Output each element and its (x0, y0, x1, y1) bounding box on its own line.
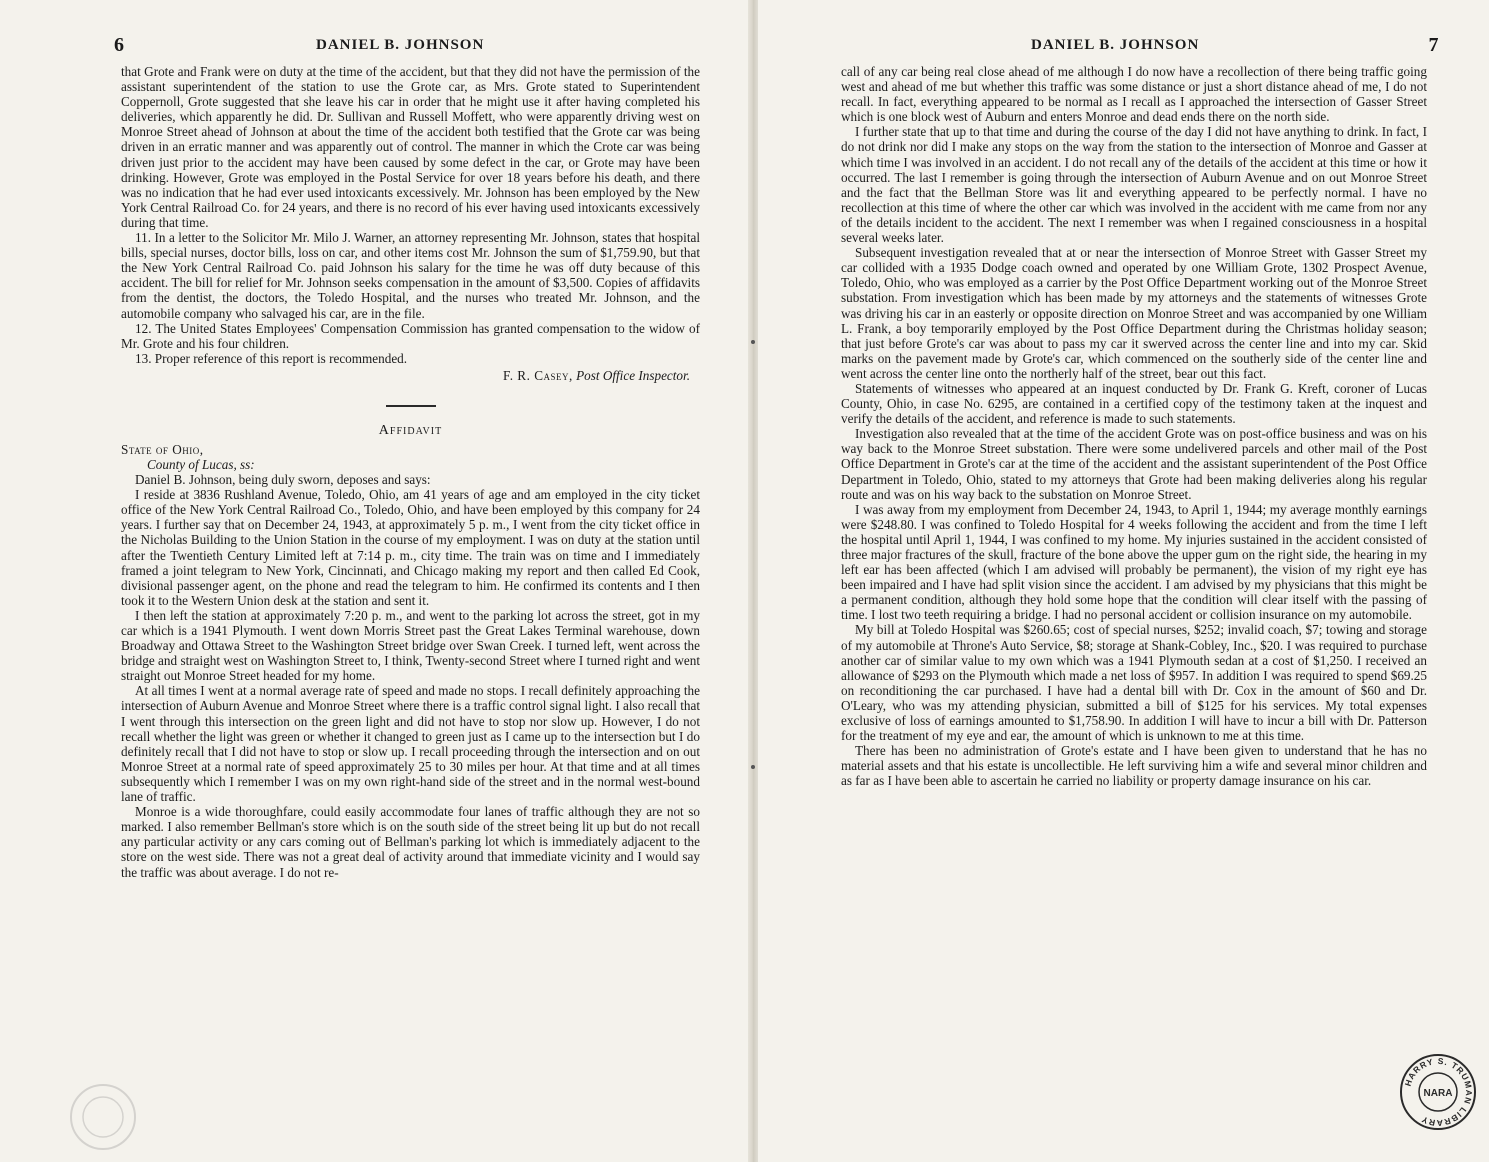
paragraph: Monroe is a wide thoroughfare, could easily accommodate four lanes of traffic although they are not so marked. I also remember Bellman's store which is on the south side of the street being lit up but do not recall any particular activity or any cars coming out of Bellman's parking lot which is immediately adjacent to the store on the west side. There was not a great deal of activity around that immediate vicinity and I would say the traffic was about average. I do not re- (121, 804, 700, 880)
venue-county: County of Lucas, ss: (147, 457, 255, 473)
paragraph: I reside at 3836 Rushland Avenue, Toledo, Ohio, am 41 years of age and am employed in the city ticket office of the New York Central Railroad Co., Toledo, Ohio, and have been employed by this company for 24 years. I further say that on December 24, 1943, at approximately 5 p. m., I went from the city ticket office in the Nicholas Building to the Union Station in the course of my employment. I was on duty at the station until after the Twentieth Century Limited left at 7:14 p. m., city time. The train was on time and I immediately framed a joint telegram to New York, Cincinnati, and Chicago making my report and then called Ed Cook, divisional passenger agent, on the phone and read the telegram to him. He confirmed its contents and I then took it to the Western Union desk at the station and sent it. (121, 487, 700, 608)
paragraph: call of any car being real close ahead of me although I do now have a recollection of there being traffic going west and ahead of me but whether this traffic was some distance or just a short distance ahead of me, I do not recall. In fact, everything appeared to be normal as I recall as I approached the intersection of Gasser Street which is one block west of Auburn and enters Monroe and dead ends there on the north side. (841, 64, 1427, 125)
signature-title: Post Office Inspector. (576, 367, 690, 383)
left-page-header (114, 34, 700, 64)
page-number: 6 (114, 34, 125, 56)
paragraph: Subsequent investigation revealed that at or near the intersection of Monroe Street with Gasser Street my car collided with a 1935 Dodge coach owned and operated by one William Grote, 1302 Prospect Avenue, Toledo, Ohio, who was employed as a carrier by the Post Office Department working out of the Monroe Street substation. From investigation which has been made by my attorneys and the statements of witnesses Grote was driving his car in an easterly or opposite direction on Monroe Street and was accompanied by one William L. Frank, a boy temporarily employed by the Post Office Department during the Christmas holiday season; that just before Grote's car was about to pass my car it swerved across the center line and into my car. Skid marks on the pavement made by Grote's car, which commenced on the southerly side of the center line and went across the center line onto the northerly half of the street, bear out this fact. (841, 245, 1427, 381)
paragraph: 12. The United States Employees' Compensation Commission has granted compensation to the widow of Mr. Grote and his four children. (121, 320, 700, 351)
right-page-header (841, 34, 1439, 64)
affidavit-venue (121, 442, 700, 472)
right-page (756, 0, 1489, 1162)
paragraph: I further state that up to that time and during the course of the day I did not have anything to drink. In fact, I do not drink nor did I make any stops on the way from the station to the intersection of Monroe and Gasser at which time I was involved in an accident. I do not recall any of the details of the accident at this time or how it occurred. The last I remember is going through the intersection of Auburn Avenue and on out Monroe Street and the fact that the Bellman Store was lit and everything appeared to be perfectly normal. I have no recollection at this time of where the other car which was involved in the accident with me came from nor any of the details incident to the accident. The next I remember was when I regained consciousness in a hospital several weeks later. (841, 124, 1427, 246)
paragraph: My bill at Toledo Hospital was $260.65; cost of special nurses, $252; invalid coach, $7; towing and storage of my automobile at Throne's Auto Service, $8; storage at Shank-Cobley, Inc., $20. I was required to purchase another car of similar value to my own which was a 1941 Plymouth sedan at a cost of $1,250. I received an allowance of $293 on the Plymouth which made a net loss of $957. In addition I was required to spend $69.25 on reconditioning the car purchased. I have had a dental bill with Dr. Cox in the amount of $60 and Dr. O'Leary, who was my attending physician, submitted a bill of $125 for his services. My total expenses exclusive of loss of earnings amounted to $1,758.90. In addition I will have to incur a bill with Dr. Patterson for the treatment of my eye and ear, the amount of which is unknown to me at this time. (841, 622, 1427, 744)
inspector-signature (121, 368, 690, 383)
staple-mark (751, 765, 755, 769)
paragraph: Statements of witnesses who appeared at an inquest conducted by Dr. Frank G. Kreft, coroner of Lucas County, Ohio, in case No. 6295, are contained in a certified copy of the testimony taken at the inquest and verify the details of the accident, and reference is made to such statements. (841, 380, 1427, 427)
paragraph: I then left the station at approximately 7:20 p. m., and went to the parking lot across the street, got in my car which is a 1941 Plymouth. I went down Morris Street past the Great Lakes Terminal warehouse, down Broadway and Ottawa Street to the Washington Street bridge over Swan Creek. I turned left, went across the bridge and straight west on Washington Street to, I think, Twenty-second Street where I turned right and went straight out Monroe Street headed for my home. (121, 607, 700, 684)
signature-name: F. R. Casey, (502, 367, 573, 383)
paragraph: Daniel B. Johnson, being duly sworn, deposes and says: (135, 472, 431, 488)
stamp-ring-text: HARRY S. TRUMAN LIBRARY (1402, 1055, 1475, 1129)
paragraph: Investigation also revealed that at the time of the accident Grote was on post-office business and was on his way back to the Monroe Street substation. There were some undelivered parcels and other mail of the Post Office Department in Grote's car at the time of the accident and the assistant superintendent of the Post Office Department in Toledo, Ohio, stated to my attorneys that Grote had been making deliveries along his regular route and was on his way back to the substation on Monroe Street. (841, 426, 1427, 502)
venue-state: State of Ohio, (121, 442, 204, 458)
section-divider (386, 405, 436, 407)
paragraph: I was away from my employment from December 24, 1943, to April 1, 1944; my average monthly earnings were $248.80. I was confined to Toledo Hospital for 4 weeks following the accident and from the time I left the hospital until April 1, 1944, I was confined to my home. My injuries sustained in the accident consisted of three major fractures of the skull, fracture of the bone above the upper gum on the right side, the hearing in my left ear has been affected (which I am advised will probably be permanent), the vision of my right eye has been impaired and I have had split vision since the accident. I am advised by my physicians that this might be a permanent condition, although they hold some hope that the condition will clear itself with the passing of time. I lost two teeth requiring a bridge. I had no personal accident or collision insurance on my automobile. (841, 501, 1427, 623)
paragraph: 13. Proper reference of this report is recommended. (135, 350, 408, 366)
paragraph: 11. In a letter to the Solicitor Mr. Milo J. Warner, an attorney representing Mr. Johnson, states that hospital bills, special nurses, doctor bills, loss on car, and other items cost Mr. Johnson the sum of $1,759.90, but that the New York Central Railroad Co. paid Johnson his salary for the time he was off duty because of this accident. The bill for relief for Mr. Johnson seeks compensation in the amount of $3,500. Copies of affidavits from the dentist, the doctors, the Toledo Hospital, and the nurses who treated Mr. Johnson, and the automobile company who salvaged his car, are in the file. (121, 230, 700, 321)
running-head: DANIEL B. JOHNSON (316, 37, 485, 53)
right-page-body (841, 64, 1427, 789)
page-number: 7 (1428, 34, 1439, 56)
staple-mark (751, 340, 755, 344)
stamp-center-text: NARA (1423, 1088, 1453, 1099)
paragraph: There has been no administration of Grote's estate and I have been given to understand that he has no material assets and that his estate is uncollectible. He left surviving him a wife and several minor children and as far as I have been able to ascertain he carried no liability or property damage insurance on his car. (841, 743, 1427, 789)
paragraph: At all times I went at a normal average rate of speed and made no stops. I recall definitely approaching the intersection of Auburn Avenue and Monroe Street where there is a traffic control signal light. I also recall that I went through this intersection on the green light and did not have to stop nor slow up. However, I do not recall whether the light was green or whether it changed to green just as I came up to the intersection but I do definitely recall that I did not have to stop or slow up. I recall proceeding through the intersection and on out Monroe Street at a normal rate of speed approximately 25 to 30 miles per hour. At that time and at all times subsequently which I remember I was on my own right-hand side of the street and in the normal west-bound lane of traffic. (121, 683, 700, 805)
truman-library-stamp-icon (1398, 1052, 1478, 1132)
affidavit-heading: Affidavit (378, 422, 443, 438)
paragraph: that Grote and Frank were on duty at the time of the accident, but that they did not have the permission of the assistant superintendent of the station to use the Grote car, as Mrs. Grote stated to Superintendent Coppernoll, Grote suggested that she leave his car in order that he might use it after having completed his deliveries, which apparently he did. Dr. Sullivan and Russell Moffett, who were apparently driving west on Monroe Street ahead of Johnson at about the time of the accident both testified that the Grote car was being driven in an erratic manner and was apparently out of control. The manner in which the Crote car was being driven just prior to the accident may have been caused by some defect in the car, or Grote may have been drinking. However, Grote was employed in the Postal Service for over 18 years before his death, and there was no indication that he had ever used intoxicants excessively. Mr. Johnson has been employed by the New York Central Railroad Co. for 24 years, and there is no record of his ever having used intoxicants excessively during that time. (121, 64, 700, 230)
running-head: DANIEL B. JOHNSON (1031, 37, 1200, 53)
faint-library-stamp-icon (68, 1082, 138, 1152)
left-page-body (121, 64, 700, 880)
